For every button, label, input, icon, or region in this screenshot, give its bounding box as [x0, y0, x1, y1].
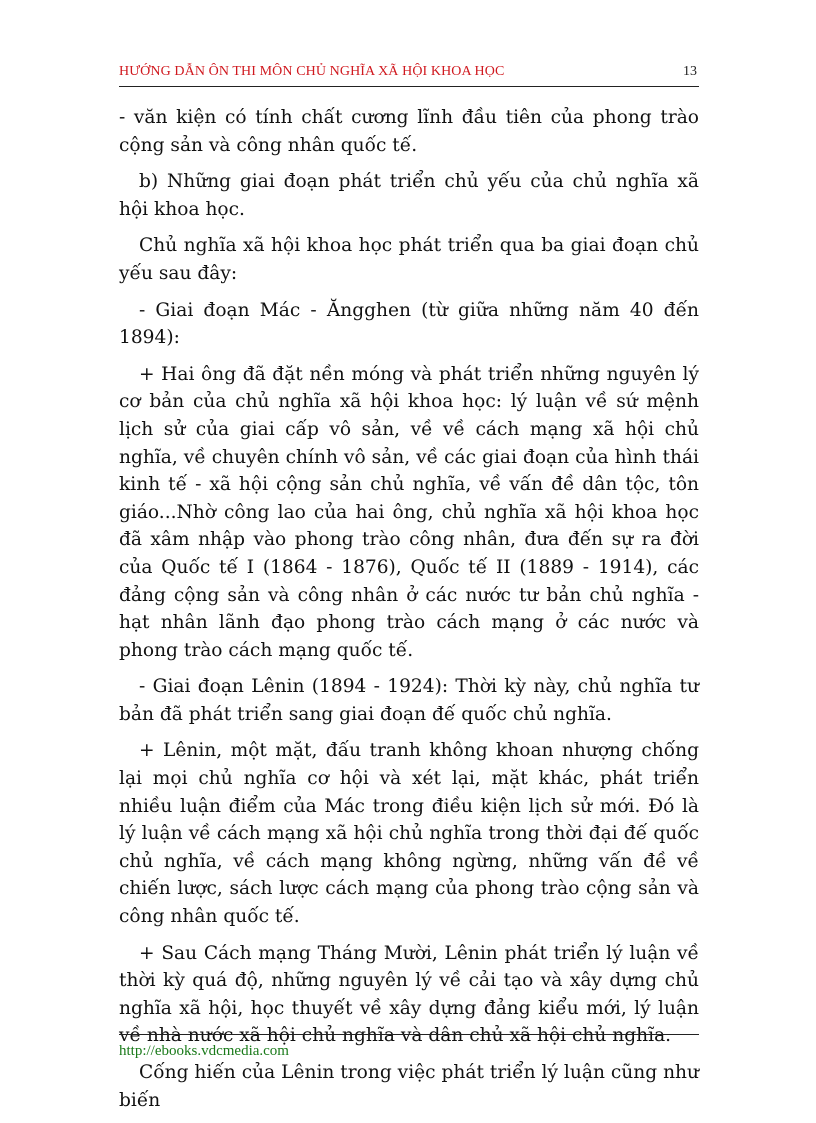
paragraph: + Lênin, một mặt, đấu tranh không khoan nhượng chống lại mọi chủ nghĩa cơ hội và xét lại, mặt khác, phát triển nhiều luận điểm của Mác trong điều kiện lịch sử mới. Đó là lý luận về cách mạng xã hội chủ nghĩa trong thời đại đế quốc chủ nghĩa, về cách mạng không ngừng, những vấn đề về chiến lược, sách lược cách mạng của phong trào cộng sản và công nhân quốc tế. [119, 740, 699, 928]
header-title: HƯỚNG DẪN ÔN THI MÔN CHỦ NGHĨA XÃ HỘI KHOA HỌC [119, 64, 505, 79]
page-body [119, 104, 699, 1123]
footer-divider [119, 1034, 699, 1035]
section-heading: b) Những giai đoạn phát triển chủ yếu của chủ nghĩa xã hội khoa học. [119, 171, 699, 220]
footer-link[interactable]: http://ebooks.vdcmedia.com [119, 1043, 289, 1059]
paragraph: Cống hiến của Lênin trong việc phát triển lý luận cũng như biến [119, 1062, 699, 1111]
paragraph: - văn kiện có tính chất cương lĩnh đầu tiên của phong trào cộng sản và công nhân quốc tế. [119, 107, 699, 156]
page-header [119, 64, 699, 87]
paragraph: - Giai đoạn Mác - Ăngghen (từ giữa những năm 40 đến 1894): [119, 299, 699, 349]
paragraph: + Sau Cách mạng Tháng Mười, Lênin phát triển lý luận về thời kỳ quá độ, những nguyên lý về cải tạo và xây dựng chủ nghĩa xã hội, học thuyết về xây dựng đảng kiểu mới, lý luận về nhà nước xã hội chủ nghĩa và dân chủ xã hội chủ nghĩa. [119, 942, 699, 1047]
page-number: 13 [683, 64, 697, 79]
paragraph: + Hai ông đã đặt nền móng và phát triển những nguyên lý cơ bản của chủ nghĩa xã hội khoa học: lý luận về sứ mệnh lịch sử của giai cấp vô sản, về về cách mạng xã hội chủ nghĩa, về chuyên chính vô sản, về các giai đoạn của hình thái kinh tế - xã hội cộng sản chủ nghĩa, về vấn đề dân tộc, tôn giáo...Nhờ công lao của hai ông, chủ nghĩa xã hội khoa học đã xâm nhập vào phong trào công nhân, đưa đến sự ra đời của Quốc tế I (1864 - 1876), Quốc tế II (1889 - 1914), các đảng cộng sản và công nhân ở các nước tư bản chủ nghĩa - hạt nhân lãnh đạo phong trào cách mạng ở các nước và phong trào cách mạng quốc tế. [119, 363, 699, 661]
paragraph: Chủ nghĩa xã hội khoa học phát triển qua ba giai đoạn chủ yếu sau đây: [119, 235, 699, 284]
paragraph: - Giai đoạn Lênin (1894 - 1924): Thời kỳ này, chủ nghĩa tư bản đã phát triển sang giai đoạn đế quốc chủ nghĩa. [119, 676, 699, 725]
